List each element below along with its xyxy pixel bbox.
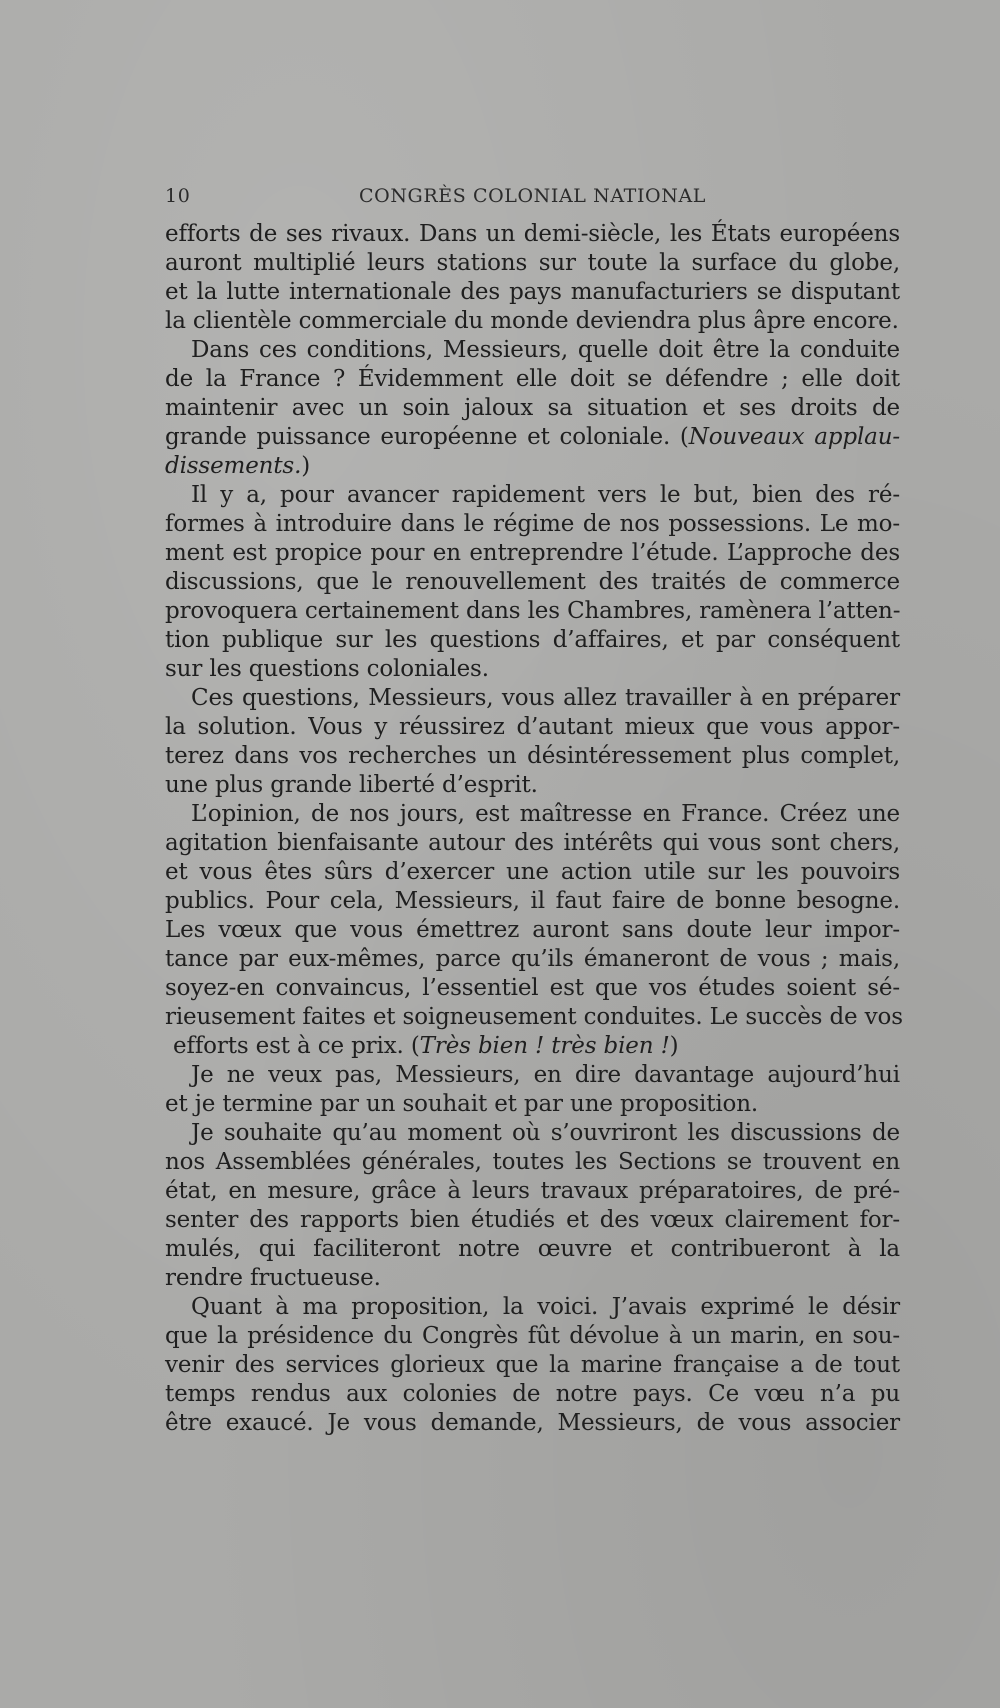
text-line-roman: Il y a, pour avancer rapidement vers le but, bien des ré- bbox=[191, 482, 900, 508]
text-line-roman: maintenir avec un soin jaloux sa situation et ses droits de bbox=[165, 395, 900, 421]
text-line-roman: efforts est à ce prix. ( bbox=[173, 1033, 420, 1059]
text-line bbox=[165, 771, 900, 800]
text-line-roman: état, en mesure, grâce à leurs travaux préparatoires, de pré- bbox=[165, 1178, 900, 1204]
text-line-roman: la solution. Vous y réussirez d’autant mieux que vous appor- bbox=[165, 714, 900, 740]
text-line-roman: que la présidence du Congrès fût dévolue à un marin, en sou- bbox=[165, 1323, 900, 1349]
text-line bbox=[165, 945, 900, 974]
text-line bbox=[165, 1148, 900, 1177]
text-line bbox=[165, 1351, 900, 1380]
text-line bbox=[165, 626, 900, 655]
text-line-roman: Les vœux que vous émettrez auront sans doute leur impor- bbox=[165, 917, 900, 943]
text-line-roman: Ces questions, Messieurs, vous allez travailler à en préparer bbox=[191, 685, 900, 711]
text-line bbox=[165, 1409, 900, 1438]
text-line-roman: tance par eux-mêmes, parce qu’ils émaneront de vous ; mais, bbox=[165, 946, 900, 972]
text-line bbox=[165, 858, 900, 887]
text-line-roman: de la France ? Évidemment elle doit se défendre ; elle doit bbox=[165, 366, 900, 392]
text-line bbox=[165, 974, 900, 1003]
text-line bbox=[165, 1380, 900, 1409]
text-line bbox=[165, 452, 900, 481]
text-line bbox=[165, 1322, 900, 1351]
text-line-roman: Je ne veux pas, Messieurs, en dire davantage aujourd’hui bbox=[191, 1062, 900, 1088]
text-line bbox=[165, 539, 900, 568]
text-line bbox=[165, 1090, 900, 1119]
text-line bbox=[165, 829, 900, 858]
text-line bbox=[165, 365, 900, 394]
text-line-italic: dissements. bbox=[165, 453, 302, 479]
text-line-roman: provoquera certainement dans les Chambres, ramènera l’atten- bbox=[165, 598, 901, 624]
text-line-roman: Quant à ma proposition, la voici. J’avais exprimé le désir bbox=[191, 1294, 900, 1320]
text-line bbox=[165, 684, 900, 713]
text-line-closing: ) bbox=[301, 453, 311, 479]
text-line-roman: auront multiplié leurs stations sur toute la surface du globe, bbox=[165, 250, 900, 276]
text-line bbox=[165, 249, 900, 278]
text-line-roman: Dans ces conditions, Messieurs, quelle doit être la conduite bbox=[191, 337, 900, 363]
text-line-roman: temps rendus aux colonies de notre pays. Ce vœu n’a pu bbox=[165, 1381, 900, 1407]
text-line bbox=[165, 510, 900, 539]
text-line-roman: rendre fructueuse. bbox=[165, 1265, 381, 1291]
text-line bbox=[165, 713, 900, 742]
text-line bbox=[165, 568, 900, 597]
text-line-roman: une plus grande liberté d’esprit. bbox=[165, 772, 538, 798]
text-line-roman: terez dans vos recherches un désintéressement plus complet, bbox=[165, 743, 900, 769]
text-line-roman: agitation bienfaisante autour des intérêts qui vous sont chers, bbox=[165, 830, 900, 856]
running-head bbox=[165, 185, 900, 213]
text-line-roman: formes à introduire dans le régime de nos possessions. Le mo- bbox=[165, 511, 900, 537]
text-line bbox=[165, 394, 900, 423]
text-line-roman: publics. Pour cela, Messieurs, il faut faire de bonne besogne. bbox=[165, 888, 900, 914]
running-title: CONGRÈS COLONIAL NATIONAL bbox=[359, 185, 706, 207]
text-line bbox=[165, 887, 900, 916]
text-line bbox=[165, 1206, 900, 1235]
text-line bbox=[165, 1003, 903, 1032]
text-line-roman: L’opinion, de nos jours, est maîtresse en France. Créez une bbox=[191, 801, 900, 827]
text-line-roman: venir des services glorieux que la marine française a de tout bbox=[165, 1352, 900, 1378]
text-line bbox=[165, 336, 900, 365]
text-line bbox=[165, 1032, 900, 1061]
text-line-closing: ) bbox=[669, 1033, 679, 1059]
text-line bbox=[165, 1264, 900, 1293]
text-line bbox=[165, 597, 900, 626]
text-line-roman: et la lutte internationale des pays manufacturiers se disputant bbox=[165, 279, 900, 305]
text-line-roman: nos Assemblées générales, toutes les Sections se trouvent en bbox=[165, 1149, 900, 1175]
text-line-roman: efforts de ses rivaux. Dans un demi-siècle, les États européens bbox=[165, 221, 900, 247]
text-line bbox=[165, 1293, 900, 1322]
text-line-roman: être exaucé. Je vous demande, Messieurs, de vous associer bbox=[165, 1410, 900, 1436]
text-line-roman: sur les questions coloniales. bbox=[165, 656, 489, 682]
text-line bbox=[165, 307, 900, 336]
text-line bbox=[165, 1177, 900, 1206]
text-line-roman: rieusement faites et soigneusement conduites. Le succès de vos bbox=[165, 1004, 903, 1030]
text-line bbox=[165, 1119, 900, 1148]
text-line-roman: Je souhaite qu’au moment où s’ouvriront les discussions de bbox=[191, 1120, 900, 1146]
body-text bbox=[165, 220, 903, 1438]
text-line bbox=[165, 1235, 900, 1264]
page-number: 10 bbox=[165, 185, 191, 207]
text-line bbox=[165, 481, 900, 510]
text-line-roman: et vous êtes sûrs d’exercer une action utile sur les pouvoirs bbox=[165, 859, 900, 885]
text-line bbox=[165, 423, 900, 452]
text-line bbox=[165, 1061, 900, 1090]
text-line-italic: Très bien ! très bien ! bbox=[419, 1033, 670, 1059]
text-line-roman: senter des rapports bien étudiés et des vœux clairement for- bbox=[165, 1207, 900, 1233]
text-line bbox=[165, 800, 900, 829]
text-line-roman: ment est propice pour en entreprendre l’étude. L’approche des bbox=[165, 540, 900, 566]
text-line-roman: mulés, qui faciliteront notre œuvre et contribueront à la bbox=[165, 1236, 900, 1262]
text-line-roman: tion publique sur les questions d’affaires, et par conséquent bbox=[165, 627, 900, 653]
text-line bbox=[165, 278, 900, 307]
text-line bbox=[165, 655, 900, 684]
text-line bbox=[165, 742, 900, 771]
text-line-roman: grande puissance européenne et coloniale. ( bbox=[165, 424, 689, 450]
text-line bbox=[165, 220, 900, 249]
text-line bbox=[165, 916, 900, 945]
text-line-roman: soyez-en convaincus, l’essentiel est que vos études soient sé- bbox=[165, 975, 900, 1001]
text-line-roman: discussions, que le renouvellement des traités de commerce bbox=[165, 569, 900, 595]
text-line-roman: la clientèle commerciale du monde deviendra plus âpre encore. bbox=[165, 308, 899, 334]
text-line-italic: Nouveaux applau- bbox=[688, 424, 900, 450]
text-line-roman: et je termine par un souhait et par une proposition. bbox=[165, 1091, 759, 1117]
